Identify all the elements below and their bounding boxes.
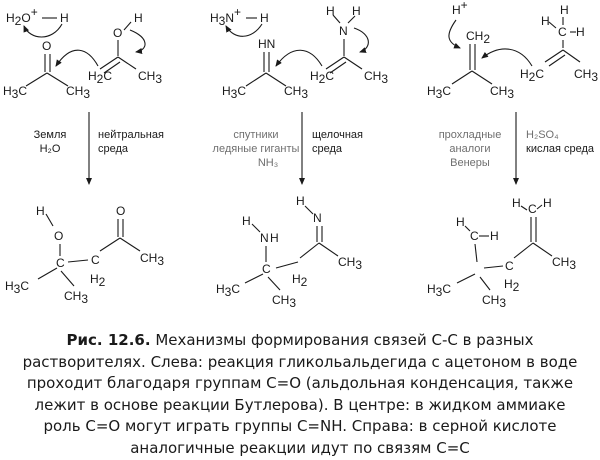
right-panel — [427, 0, 598, 310]
product-c-mid: C — [56, 256, 65, 270]
proton-label: H+ — [452, 0, 468, 17]
product-h: H — [36, 204, 45, 218]
amine-h2: H — [270, 231, 279, 245]
imine-h3c: H3C — [222, 84, 247, 101]
enamine-h2c: H2C — [310, 69, 335, 86]
enamine-h1: H — [326, 4, 335, 18]
acetone-ch3: CH3 — [66, 84, 91, 101]
vinyl-h-left: H — [512, 196, 521, 210]
enol-o: O — [113, 26, 123, 40]
center-top-reactants — [210, 4, 388, 101]
left-product — [5, 204, 164, 306]
enamine-ch3: CH3 — [364, 69, 389, 86]
methyl-c: C — [558, 25, 567, 39]
imine-product-h: H — [296, 194, 305, 208]
right-product-h2: H2 — [504, 277, 520, 294]
condition-venus: Венеры — [450, 157, 490, 169]
imine-hn: HN — [258, 37, 276, 51]
condition-acidic: кислая среда — [526, 143, 595, 155]
right-h2c: H2C — [520, 67, 545, 84]
center-conditions — [213, 112, 363, 184]
condition-nh3: NH₃ — [257, 157, 279, 169]
methyl-h-left: H — [541, 14, 550, 28]
product-h2: H2 — [90, 272, 106, 289]
condition-alkaline: щелочная — [312, 129, 363, 141]
alkene-ch2: CH2 — [466, 29, 491, 46]
right-ch3: CH3 — [574, 67, 599, 84]
center-product-c-mid: C — [262, 262, 271, 276]
right-product-ch3: CH3 — [552, 255, 577, 272]
ketone-o: O — [42, 39, 52, 53]
methyl-h-right: H — [576, 25, 585, 39]
center-product-ch3: CH3 — [338, 255, 363, 272]
left-panel — [3, 5, 164, 306]
right-top-reactants — [427, 0, 598, 101]
condition-medium: среда — [98, 143, 129, 155]
imine-ch3: CH3 — [284, 84, 309, 101]
condition-water: H₂O — [39, 143, 61, 155]
enol-ch3: CH3 — [138, 69, 163, 86]
methyl2-c: C — [470, 229, 479, 243]
amine-h: H — [242, 214, 251, 228]
right-product — [427, 196, 576, 310]
acetone-h3c: H3C — [3, 84, 28, 101]
figure-caption — [16, 330, 584, 459]
condition-alkaline-medium: среда — [312, 143, 343, 155]
product-o-left: O — [54, 229, 64, 243]
condition-ice-giants: ледяные гиганты — [212, 143, 300, 155]
center-product-h3c: H3C — [216, 282, 241, 299]
enol-h2c: H2C — [88, 69, 113, 86]
proton-h: H — [60, 11, 69, 25]
enamine-n: N — [339, 24, 348, 38]
hydronium-label: H2O+ — [6, 5, 38, 28]
center-panel — [210, 4, 388, 310]
ammonium-label: H3N+ — [210, 5, 242, 28]
imine-product-n: N — [313, 211, 322, 225]
product-o-top: O — [116, 204, 126, 218]
product-ch3: CH3 — [140, 251, 165, 268]
condition-earth: Земля — [33, 129, 67, 141]
left-top-reactants — [3, 5, 162, 101]
methyl2-h-right: H — [490, 229, 499, 243]
left-conditions — [34, 112, 164, 184]
enamine-h2: H — [352, 4, 361, 18]
enol-h: H — [134, 11, 143, 25]
vinyl-h-right: H — [543, 196, 552, 210]
product-ch2-c: C — [91, 253, 100, 267]
product-ch3-bottom: CH3 — [64, 289, 89, 306]
condition-cool: прохладные — [438, 129, 502, 141]
right-product-ch3-bottom: CH3 — [482, 293, 507, 310]
center-product-ch3-bottom: CH3 — [272, 293, 297, 310]
condition-analogs: аналоги — [449, 143, 491, 155]
center-proton-h: H — [260, 11, 269, 25]
center-product — [216, 194, 362, 310]
amine-n: N — [260, 231, 269, 245]
methyl2-h-left: H — [456, 215, 465, 229]
caption-text: Механизмы формирования связей С-С в разных растворителях. Слева: реакция гликольальдегида с ацетоном в воде проходит благодаря группам С=О (альдольная конденсация, также лежит в основе реакции Бутлерова). В центре: в жидком аммиаке роль С=О могут играть группы С=NH. Справа: в серной кислоте аналогичные реакции идут по связям С=С — [22, 331, 578, 457]
alkene-h3c: H3C — [427, 84, 452, 101]
condition-satellites: спутники — [233, 129, 279, 141]
vinyl-c: C — [528, 202, 537, 216]
alkene-ch3: CH3 — [490, 84, 515, 101]
right-product-h3c: H3C — [427, 282, 452, 299]
caption-label: Рис. 12.6. — [66, 331, 151, 349]
condition-h2so4: H₂SO₄ — [526, 129, 559, 141]
condition-neutral: нейтральная — [98, 129, 164, 141]
right-product-ch2-c: C — [505, 259, 514, 273]
methyl-h-top: H — [560, 3, 569, 17]
right-conditions — [439, 112, 595, 184]
product-h3c: H3C — [5, 279, 30, 296]
center-product-h2: H2 — [292, 272, 308, 289]
